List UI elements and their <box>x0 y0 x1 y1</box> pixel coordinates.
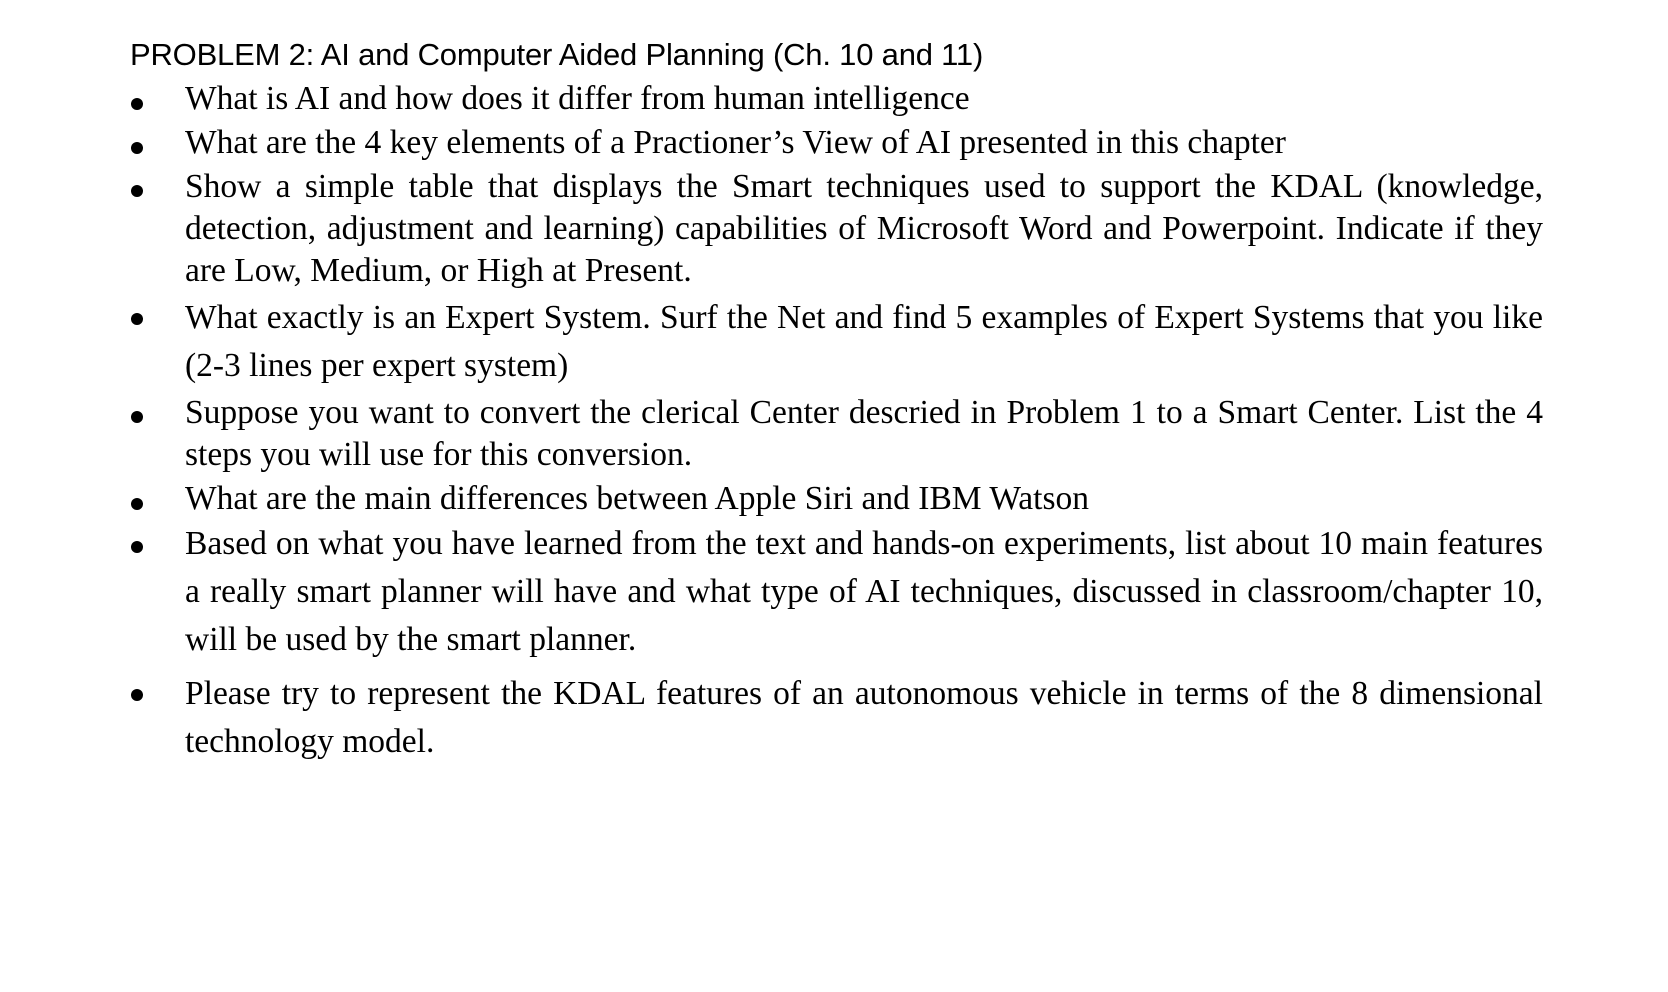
bullet-icon <box>131 98 143 110</box>
list-item-text: Please try to represent the KDAL features of an autonomous vehicle in terms of the 8 dimensional technology model. <box>185 675 1543 760</box>
list-item-text: What exactly is an Expert System. Surf the Net and find 5 examples of Expert Systems that you like (2-3 lines per expert system) <box>185 299 1543 384</box>
problem-heading: PROBLEM 2: AI and Computer Aided Planning (Ch. 10 and 11) <box>130 37 984 72</box>
list-item-text: Show a simple table that displays the Smart techniques used to support the KDAL (knowledge, detection, adjustment and learning) capabilities of Microsoft Word and Powerpoint. Indicate if they are Low, Medium, or High at Present. <box>185 168 1543 289</box>
bullet-icon <box>131 411 143 423</box>
list-item-text: What are the main differences between Apple Siri and IBM Watson <box>185 480 1090 517</box>
list-item-text: Based on what you have learned from the text and hands-on experiments, list about 10 main features a really smart planner will have and what type of AI techniques, discussed in classroom/chapter 10, will be used by the smart planner. <box>185 525 1543 658</box>
list-item-text: Suppose you want to convert the clerical Center descried in Problem 1 to a Smart Center. List the 4 steps you will use for this conversion. <box>185 394 1543 473</box>
list-item-text: What are the 4 key elements of a Practioner’s View of AI presented in this chapter <box>185 124 1286 161</box>
bullet-icon <box>131 689 143 701</box>
bullet-icon <box>131 498 143 510</box>
bullet-icon <box>131 142 143 154</box>
bullet-icon <box>131 185 143 197</box>
bullet-icon <box>131 313 143 325</box>
list-item-text: What is AI and how does it differ from human intelligence <box>185 80 970 117</box>
bullet-icon <box>131 541 143 553</box>
